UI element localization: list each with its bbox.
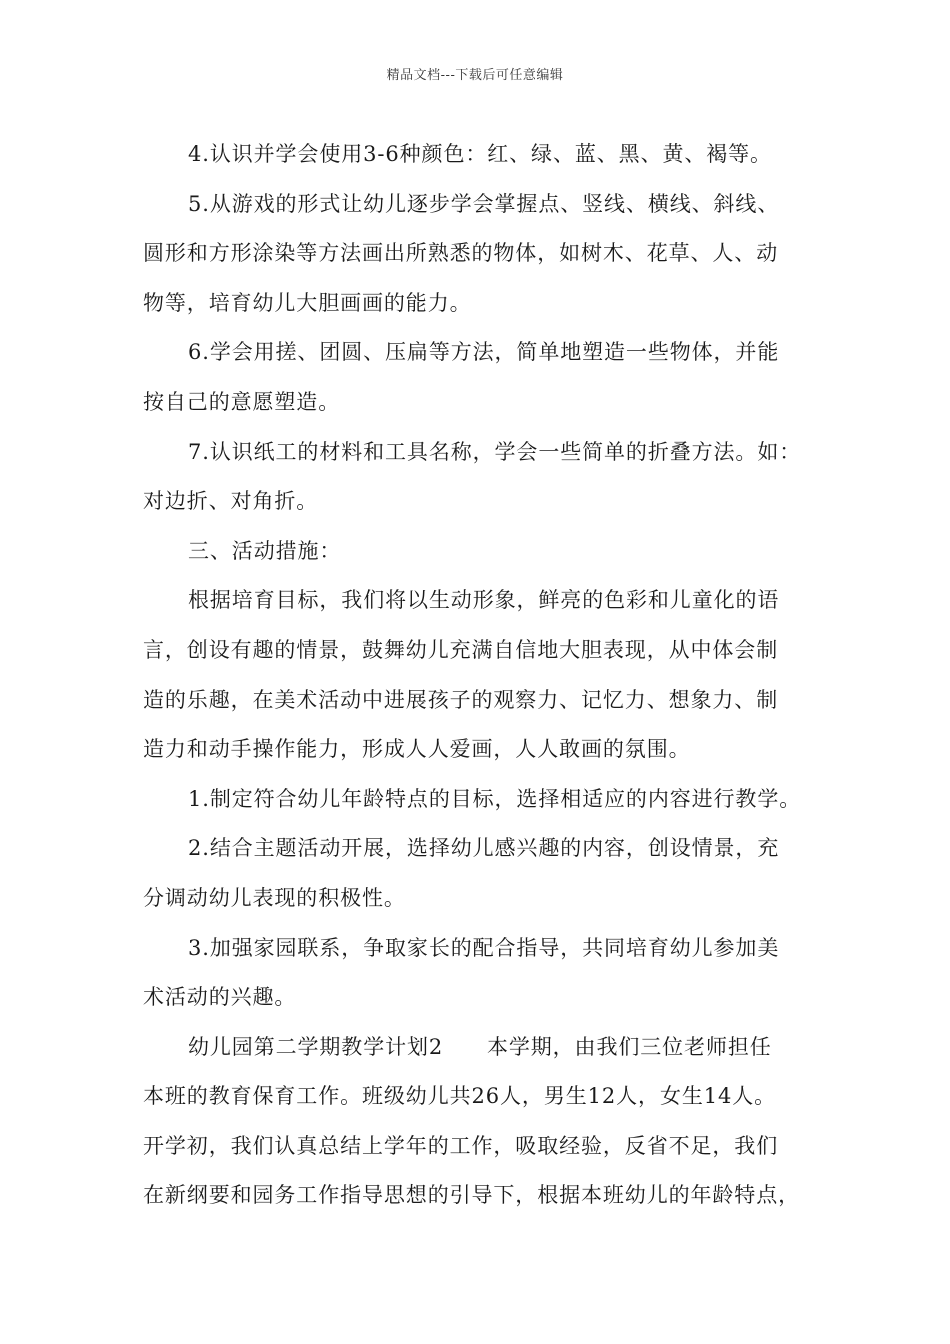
text-line: 6.学会用搓、团圆、压扁等方法，简单地塑造一些物体，并能 — [188, 340, 780, 365]
text-line: 造的乐趣，在美术活动中进展孩子的观察力、记忆力、想象力、制 — [143, 687, 779, 712]
text-line: 对边折、对角折。 — [143, 489, 319, 514]
document-body — [143, 130, 823, 1221]
text-line: 3.加强家园联系，争取家长的配合指导，共同培育幼儿参加美 — [188, 935, 780, 960]
text-line: 按自己的意愿塑造。 — [143, 389, 341, 414]
text-line: 根据培育目标，我们将以生动形象，鲜亮的色彩和儿童化的语 — [188, 588, 780, 613]
text-line: 开学初，我们认真总结上学年的工作，吸取经验，反省不足，我们 — [143, 1133, 779, 1158]
text-line: 本班的教育保育工作。班级幼儿共26人，男生12人，女生14人。 — [143, 1084, 777, 1109]
text-line: 分调动幼儿表现的积极性。 — [143, 885, 406, 910]
text-line: 幼儿园第二学期教学计划2 本学期，由我们三位老师担任 — [188, 1034, 772, 1059]
text-line: 5.从游戏的形式让幼儿逐步学会掌握点、竖线、横线、斜线、 — [188, 191, 780, 216]
text-line: 在新纲要和园务工作指导思想的引导下，根据本班幼儿的年龄特点， — [143, 1183, 800, 1208]
text-line: 造力和动手操作能力，形成人人爱画，人人敢画的氛围。 — [143, 737, 691, 762]
text-line: 4.认识并学会使用3-6种颜色：红、绿、蓝、黑、黄、褐等。 — [188, 142, 772, 166]
page-header: 精品文档---下载后可任意编辑 — [386, 68, 564, 83]
section-heading: 三、活动措施： — [188, 538, 342, 563]
text-line: 7.认识纸工的材料和工具名称，学会一些简单的折叠方法。如： — [188, 439, 802, 464]
text-line: 物等，培育幼儿大胆画画的能力。 — [143, 290, 472, 315]
text-line: 1.制定符合幼儿年龄特点的目标，选择相适应的内容进行教学。 — [188, 786, 802, 811]
text-line: 2.结合主题活动开展，选择幼儿感兴趣的内容，创设情景，充 — [188, 836, 780, 861]
text-line: 言，创设有趣的情景，鼓舞幼儿充满自信地大胆表现，从中体会制 — [143, 637, 779, 662]
text-line: 圆形和方形涂染等方法画出所熟悉的物体，如树木、花草、人、动 — [143, 241, 779, 266]
text-line: 术活动的兴趣。 — [143, 985, 297, 1010]
